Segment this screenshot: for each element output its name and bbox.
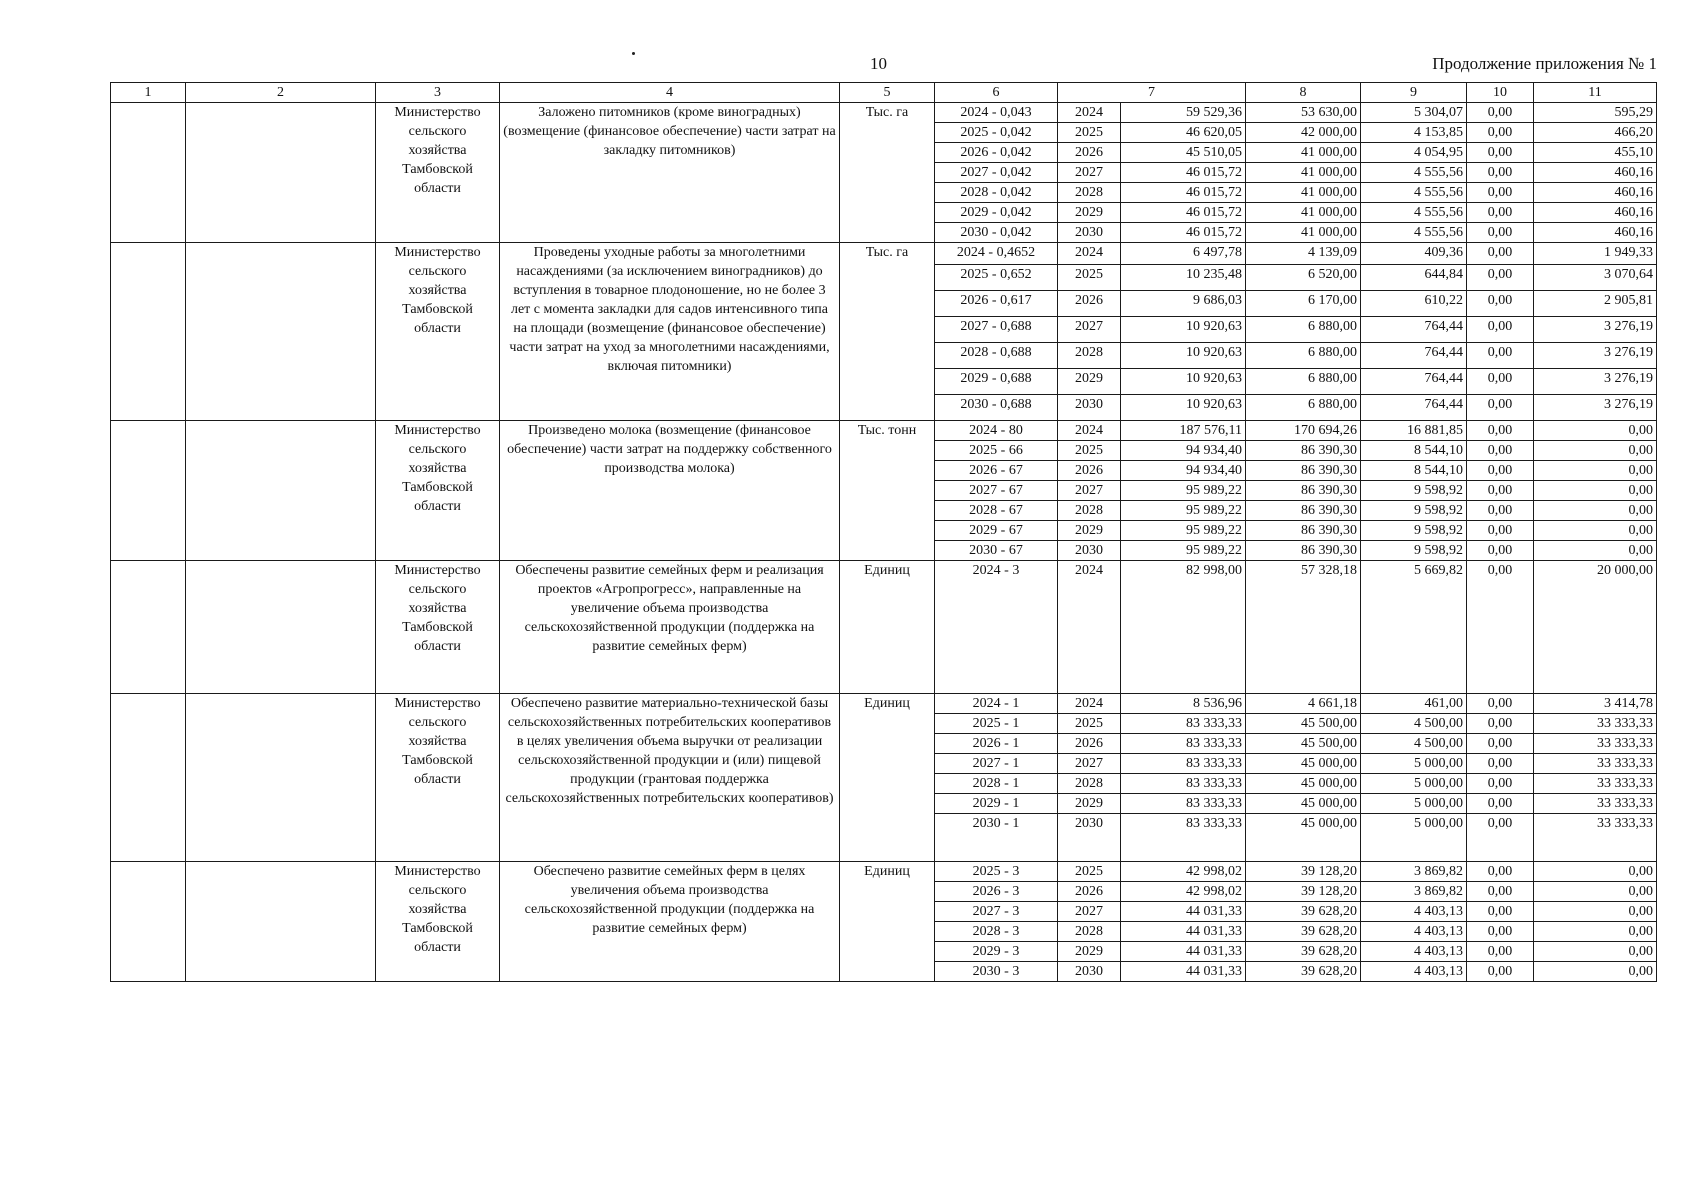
year-cell: 2028 bbox=[1058, 343, 1121, 369]
local-budget-cell: 0,00 bbox=[1467, 317, 1534, 343]
regional-budget-cell: 5 000,00 bbox=[1361, 794, 1467, 814]
responsible-org-cell: Министерство сельского хозяйства Тамбовской области bbox=[376, 694, 500, 862]
total-cell: 10 920,63 bbox=[1121, 395, 1246, 421]
result-description-cell: Заложено питомников (кроме виноградных) (возмещение (финансовое обеспечение) части затрат на закладку питомников) bbox=[500, 103, 840, 243]
target-value-cell: 2028 - 1 bbox=[935, 774, 1058, 794]
column-number-cell: 8 bbox=[1246, 83, 1361, 103]
target-value-cell: 2024 - 80 bbox=[935, 421, 1058, 441]
col1-blank-cell bbox=[111, 862, 186, 982]
extrabudgetary-cell: 0,00 bbox=[1534, 441, 1657, 461]
regional-budget-cell: 610,22 bbox=[1361, 291, 1467, 317]
total-cell: 42 998,02 bbox=[1121, 882, 1246, 902]
local-budget-cell: 0,00 bbox=[1467, 962, 1534, 982]
regional-budget-cell: 4 054,95 bbox=[1361, 143, 1467, 163]
local-budget-cell: 0,00 bbox=[1467, 441, 1534, 461]
extrabudgetary-cell: 0,00 bbox=[1534, 421, 1657, 441]
column-number-cell: 5 bbox=[840, 83, 935, 103]
col1-blank-cell bbox=[111, 103, 186, 243]
federal-budget-cell: 41 000,00 bbox=[1246, 143, 1361, 163]
extrabudgetary-cell: 33 333,33 bbox=[1534, 814, 1657, 862]
regional-budget-cell: 4 555,56 bbox=[1361, 203, 1467, 223]
total-cell: 187 576,11 bbox=[1121, 421, 1246, 441]
year-cell: 2026 bbox=[1058, 143, 1121, 163]
local-budget-cell: 0,00 bbox=[1467, 734, 1534, 754]
year-cell: 2029 bbox=[1058, 942, 1121, 962]
total-cell: 44 031,33 bbox=[1121, 962, 1246, 982]
col2-blank-cell bbox=[186, 103, 376, 243]
total-cell: 42 998,02 bbox=[1121, 862, 1246, 882]
extrabudgetary-cell: 20 000,00 bbox=[1534, 561, 1657, 694]
program-table bbox=[110, 82, 1657, 982]
local-budget-cell: 0,00 bbox=[1467, 481, 1534, 501]
year-cell: 2028 bbox=[1058, 774, 1121, 794]
year-cell: 2030 bbox=[1058, 814, 1121, 862]
target-value-cell: 2027 - 1 bbox=[935, 754, 1058, 774]
year-cell: 2029 bbox=[1058, 203, 1121, 223]
year-cell: 2027 bbox=[1058, 902, 1121, 922]
federal-budget-cell: 86 390,30 bbox=[1246, 541, 1361, 561]
federal-budget-cell: 6 170,00 bbox=[1246, 291, 1361, 317]
target-value-cell: 2024 - 0,4652 bbox=[935, 243, 1058, 265]
local-budget-cell: 0,00 bbox=[1467, 343, 1534, 369]
regional-budget-cell: 764,44 bbox=[1361, 317, 1467, 343]
total-cell: 46 015,72 bbox=[1121, 163, 1246, 183]
regional-budget-cell: 8 544,10 bbox=[1361, 441, 1467, 461]
extrabudgetary-cell: 460,16 bbox=[1534, 203, 1657, 223]
regional-budget-cell: 16 881,85 bbox=[1361, 421, 1467, 441]
target-value-cell: 2029 - 0,042 bbox=[935, 203, 1058, 223]
federal-budget-cell: 39 628,20 bbox=[1246, 962, 1361, 982]
federal-budget-cell: 45 500,00 bbox=[1246, 734, 1361, 754]
federal-budget-cell: 4 139,09 bbox=[1246, 243, 1361, 265]
regional-budget-cell: 4 555,56 bbox=[1361, 163, 1467, 183]
local-budget-cell: 0,00 bbox=[1467, 794, 1534, 814]
col2-blank-cell bbox=[186, 561, 376, 694]
extrabudgetary-cell: 33 333,33 bbox=[1534, 774, 1657, 794]
local-budget-cell: 0,00 bbox=[1467, 902, 1534, 922]
year-cell: 2029 bbox=[1058, 521, 1121, 541]
total-cell: 82 998,00 bbox=[1121, 561, 1246, 694]
total-cell: 94 934,40 bbox=[1121, 441, 1246, 461]
year-cell: 2027 bbox=[1058, 317, 1121, 343]
local-budget-cell: 0,00 bbox=[1467, 143, 1534, 163]
local-budget-cell: 0,00 bbox=[1467, 774, 1534, 794]
table-row bbox=[111, 103, 1657, 123]
regional-budget-cell: 5 669,82 bbox=[1361, 561, 1467, 694]
year-cell: 2030 bbox=[1058, 395, 1121, 421]
total-cell: 95 989,22 bbox=[1121, 501, 1246, 521]
total-cell: 8 536,96 bbox=[1121, 694, 1246, 714]
year-cell: 2030 bbox=[1058, 541, 1121, 561]
extrabudgetary-cell: 33 333,33 bbox=[1534, 754, 1657, 774]
total-cell: 46 620,05 bbox=[1121, 123, 1246, 143]
extrabudgetary-cell: 466,20 bbox=[1534, 123, 1657, 143]
extrabudgetary-cell: 0,00 bbox=[1534, 962, 1657, 982]
total-cell: 95 989,22 bbox=[1121, 481, 1246, 501]
target-value-cell: 2028 - 67 bbox=[935, 501, 1058, 521]
federal-budget-cell: 6 520,00 bbox=[1246, 265, 1361, 291]
extrabudgetary-cell: 33 333,33 bbox=[1534, 734, 1657, 754]
unit-cell: Тыс. га bbox=[840, 103, 935, 243]
appendix-continuation-note: Продолжение приложения № 1 bbox=[1432, 54, 1657, 73]
total-cell: 44 031,33 bbox=[1121, 922, 1246, 942]
year-cell: 2025 bbox=[1058, 265, 1121, 291]
total-cell: 59 529,36 bbox=[1121, 103, 1246, 123]
regional-budget-cell: 9 598,92 bbox=[1361, 501, 1467, 521]
regional-budget-cell: 4 555,56 bbox=[1361, 223, 1467, 243]
extrabudgetary-cell: 455,10 bbox=[1534, 143, 1657, 163]
regional-budget-cell: 9 598,92 bbox=[1361, 521, 1467, 541]
year-cell: 2026 bbox=[1058, 461, 1121, 481]
extrabudgetary-cell: 460,16 bbox=[1534, 183, 1657, 203]
year-cell: 2024 bbox=[1058, 243, 1121, 265]
regional-budget-cell: 9 598,92 bbox=[1361, 481, 1467, 501]
total-cell: 46 015,72 bbox=[1121, 203, 1246, 223]
responsible-org-cell: Министерство сельского хозяйства Тамбовской области bbox=[376, 421, 500, 561]
local-budget-cell: 0,00 bbox=[1467, 862, 1534, 882]
table-row bbox=[111, 561, 1657, 694]
year-cell: 2030 bbox=[1058, 962, 1121, 982]
total-cell: 10 235,48 bbox=[1121, 265, 1246, 291]
regional-budget-cell: 3 869,82 bbox=[1361, 862, 1467, 882]
total-cell: 95 989,22 bbox=[1121, 541, 1246, 561]
target-value-cell: 2029 - 0,688 bbox=[935, 369, 1058, 395]
local-budget-cell: 0,00 bbox=[1467, 395, 1534, 421]
col2-blank-cell bbox=[186, 694, 376, 862]
total-cell: 83 333,33 bbox=[1121, 794, 1246, 814]
federal-budget-cell: 42 000,00 bbox=[1246, 123, 1361, 143]
total-cell: 83 333,33 bbox=[1121, 734, 1246, 754]
extrabudgetary-cell: 0,00 bbox=[1534, 922, 1657, 942]
result-description-cell: Обеспечены развитие семейных ферм и реализация проектов «Агропрогресс», направленные на увеличение объема производства сельскохозяйственной продукции (поддержка на развитие семейных ферм) bbox=[500, 561, 840, 694]
federal-budget-cell: 41 000,00 bbox=[1246, 163, 1361, 183]
federal-budget-cell: 4 661,18 bbox=[1246, 694, 1361, 714]
federal-budget-cell: 86 390,30 bbox=[1246, 461, 1361, 481]
regional-budget-cell: 4 403,13 bbox=[1361, 962, 1467, 982]
extrabudgetary-cell: 0,00 bbox=[1534, 461, 1657, 481]
extrabudgetary-cell: 0,00 bbox=[1534, 862, 1657, 882]
table-row bbox=[111, 243, 1657, 265]
local-budget-cell: 0,00 bbox=[1467, 714, 1534, 734]
target-value-cell: 2026 - 3 bbox=[935, 882, 1058, 902]
target-value-cell: 2026 - 0,042 bbox=[935, 143, 1058, 163]
page-number: 10 bbox=[870, 54, 887, 73]
local-budget-cell: 0,00 bbox=[1467, 694, 1534, 714]
extrabudgetary-cell: 3 070,64 bbox=[1534, 265, 1657, 291]
extrabudgetary-cell: 0,00 bbox=[1534, 942, 1657, 962]
year-cell: 2025 bbox=[1058, 441, 1121, 461]
unit-cell: Единиц bbox=[840, 561, 935, 694]
total-cell: 10 920,63 bbox=[1121, 369, 1246, 395]
federal-budget-cell: 41 000,00 bbox=[1246, 203, 1361, 223]
regional-budget-cell: 4 500,00 bbox=[1361, 714, 1467, 734]
federal-budget-cell: 39 128,20 bbox=[1246, 882, 1361, 902]
local-budget-cell: 0,00 bbox=[1467, 223, 1534, 243]
federal-budget-cell: 6 880,00 bbox=[1246, 395, 1361, 421]
year-cell: 2024 bbox=[1058, 421, 1121, 441]
col2-blank-cell bbox=[186, 421, 376, 561]
federal-budget-cell: 57 328,18 bbox=[1246, 561, 1361, 694]
extrabudgetary-cell: 0,00 bbox=[1534, 882, 1657, 902]
federal-budget-cell: 86 390,30 bbox=[1246, 441, 1361, 461]
federal-budget-cell: 86 390,30 bbox=[1246, 521, 1361, 541]
local-budget-cell: 0,00 bbox=[1467, 882, 1534, 902]
local-budget-cell: 0,00 bbox=[1467, 501, 1534, 521]
extrabudgetary-cell: 0,00 bbox=[1534, 541, 1657, 561]
year-cell: 2030 bbox=[1058, 223, 1121, 243]
regional-budget-cell: 4 153,85 bbox=[1361, 123, 1467, 143]
extrabudgetary-cell: 3 276,19 bbox=[1534, 395, 1657, 421]
col2-blank-cell bbox=[186, 862, 376, 982]
unit-cell: Единиц bbox=[840, 694, 935, 862]
extrabudgetary-cell: 3 414,78 bbox=[1534, 694, 1657, 714]
extrabudgetary-cell: 460,16 bbox=[1534, 223, 1657, 243]
federal-budget-cell: 45 000,00 bbox=[1246, 794, 1361, 814]
table-row bbox=[111, 421, 1657, 441]
total-cell: 83 333,33 bbox=[1121, 814, 1246, 862]
regional-budget-cell: 4 403,13 bbox=[1361, 902, 1467, 922]
local-budget-cell: 0,00 bbox=[1467, 541, 1534, 561]
extrabudgetary-cell: 0,00 bbox=[1534, 902, 1657, 922]
target-value-cell: 2025 - 66 bbox=[935, 441, 1058, 461]
extrabudgetary-cell: 1 949,33 bbox=[1534, 243, 1657, 265]
total-cell: 44 031,33 bbox=[1121, 942, 1246, 962]
total-cell: 83 333,33 bbox=[1121, 774, 1246, 794]
extrabudgetary-cell: 0,00 bbox=[1534, 501, 1657, 521]
year-cell: 2028 bbox=[1058, 183, 1121, 203]
total-cell: 10 920,63 bbox=[1121, 343, 1246, 369]
federal-budget-cell: 86 390,30 bbox=[1246, 481, 1361, 501]
local-budget-cell: 0,00 bbox=[1467, 163, 1534, 183]
local-budget-cell: 0,00 bbox=[1467, 265, 1534, 291]
local-budget-cell: 0,00 bbox=[1467, 369, 1534, 395]
result-description-cell: Произведено молока (возмещение (финансовое обеспечение) части затрат на поддержку собственного производства молока) bbox=[500, 421, 840, 561]
federal-budget-cell: 6 880,00 bbox=[1246, 369, 1361, 395]
total-cell: 94 934,40 bbox=[1121, 461, 1246, 481]
target-value-cell: 2027 - 0,042 bbox=[935, 163, 1058, 183]
federal-budget-cell: 6 880,00 bbox=[1246, 317, 1361, 343]
total-cell: 46 015,72 bbox=[1121, 183, 1246, 203]
column-number-cell: 1 bbox=[111, 83, 186, 103]
year-cell: 2026 bbox=[1058, 734, 1121, 754]
total-cell: 44 031,33 bbox=[1121, 902, 1246, 922]
total-cell: 83 333,33 bbox=[1121, 714, 1246, 734]
target-value-cell: 2026 - 1 bbox=[935, 734, 1058, 754]
target-value-cell: 2027 - 3 bbox=[935, 902, 1058, 922]
local-budget-cell: 0,00 bbox=[1467, 243, 1534, 265]
year-cell: 2027 bbox=[1058, 163, 1121, 183]
regional-budget-cell: 5 304,07 bbox=[1361, 103, 1467, 123]
column-number-cell: 10 bbox=[1467, 83, 1534, 103]
federal-budget-cell: 41 000,00 bbox=[1246, 183, 1361, 203]
target-value-cell: 2024 - 1 bbox=[935, 694, 1058, 714]
column-number-row bbox=[111, 83, 1657, 103]
local-budget-cell: 0,00 bbox=[1467, 922, 1534, 942]
local-budget-cell: 0,00 bbox=[1467, 183, 1534, 203]
year-cell: 2024 bbox=[1058, 103, 1121, 123]
federal-budget-cell: 86 390,30 bbox=[1246, 501, 1361, 521]
extrabudgetary-cell: 3 276,19 bbox=[1534, 343, 1657, 369]
unit-cell: Тыс. тонн bbox=[840, 421, 935, 561]
target-value-cell: 2028 - 3 bbox=[935, 922, 1058, 942]
federal-budget-cell: 45 000,00 bbox=[1246, 814, 1361, 862]
column-number-cell: 2 bbox=[186, 83, 376, 103]
local-budget-cell: 0,00 bbox=[1467, 103, 1534, 123]
regional-budget-cell: 4 403,13 bbox=[1361, 942, 1467, 962]
regional-budget-cell: 3 869,82 bbox=[1361, 882, 1467, 902]
responsible-org-cell: Министерство сельского хозяйства Тамбовской области bbox=[376, 561, 500, 694]
total-cell: 46 015,72 bbox=[1121, 223, 1246, 243]
result-description-cell: Обеспечено развитие материально-технической базы сельскохозяйственных потребительских кооперативов в целях увеличения объема выручки от реализации сельскохозяйственной продукции и (или) пищевой продукции (грантовая поддержка сельскохозяйственных потребительских кооперативов) bbox=[500, 694, 840, 862]
table-row bbox=[111, 862, 1657, 882]
result-description-cell: Проведены уходные работы за многолетними насаждениями (за исключением виноградников) до вступления в товарное плодоношение, но не более 3 лет с момента закладки для садов интенсивного типа на площади (возмещение (финансовое обеспечение) части затрат на уход за многолетними насаждениями, включая питомники) bbox=[500, 243, 840, 421]
scan-speck bbox=[632, 52, 635, 55]
regional-budget-cell: 644,84 bbox=[1361, 265, 1467, 291]
target-value-cell: 2029 - 3 bbox=[935, 942, 1058, 962]
regional-budget-cell: 4 403,13 bbox=[1361, 922, 1467, 942]
year-cell: 2027 bbox=[1058, 481, 1121, 501]
responsible-org-cell: Министерство сельского хозяйства Тамбовской области bbox=[376, 243, 500, 421]
table-row bbox=[111, 694, 1657, 714]
regional-budget-cell: 9 598,92 bbox=[1361, 541, 1467, 561]
local-budget-cell: 0,00 bbox=[1467, 123, 1534, 143]
local-budget-cell: 0,00 bbox=[1467, 291, 1534, 317]
year-cell: 2026 bbox=[1058, 882, 1121, 902]
unit-cell: Единиц bbox=[840, 862, 935, 982]
regional-budget-cell: 461,00 bbox=[1361, 694, 1467, 714]
target-value-cell: 2029 - 1 bbox=[935, 794, 1058, 814]
local-budget-cell: 0,00 bbox=[1467, 421, 1534, 441]
total-cell: 6 497,78 bbox=[1121, 243, 1246, 265]
column-number-cell: 11 bbox=[1534, 83, 1657, 103]
federal-budget-cell: 53 630,00 bbox=[1246, 103, 1361, 123]
target-value-cell: 2030 - 67 bbox=[935, 541, 1058, 561]
extrabudgetary-cell: 3 276,19 bbox=[1534, 317, 1657, 343]
responsible-org-cell: Министерство сельского хозяйства Тамбовской области bbox=[376, 862, 500, 982]
year-cell: 2028 bbox=[1058, 922, 1121, 942]
year-cell: 2024 bbox=[1058, 561, 1121, 694]
federal-budget-cell: 39 628,20 bbox=[1246, 942, 1361, 962]
federal-budget-cell: 39 128,20 bbox=[1246, 862, 1361, 882]
col1-blank-cell bbox=[111, 421, 186, 561]
total-cell: 9 686,03 bbox=[1121, 291, 1246, 317]
year-cell: 2026 bbox=[1058, 291, 1121, 317]
target-value-cell: 2026 - 0,617 bbox=[935, 291, 1058, 317]
target-value-cell: 2024 - 0,043 bbox=[935, 103, 1058, 123]
target-value-cell: 2028 - 0,688 bbox=[935, 343, 1058, 369]
federal-budget-cell: 39 628,20 bbox=[1246, 922, 1361, 942]
year-cell: 2029 bbox=[1058, 369, 1121, 395]
regional-budget-cell: 4 500,00 bbox=[1361, 734, 1467, 754]
target-value-cell: 2030 - 0,688 bbox=[935, 395, 1058, 421]
regional-budget-cell: 764,44 bbox=[1361, 343, 1467, 369]
federal-budget-cell: 41 000,00 bbox=[1246, 223, 1361, 243]
target-value-cell: 2030 - 3 bbox=[935, 962, 1058, 982]
regional-budget-cell: 5 000,00 bbox=[1361, 814, 1467, 862]
year-cell: 2024 bbox=[1058, 694, 1121, 714]
federal-budget-cell: 6 880,00 bbox=[1246, 343, 1361, 369]
local-budget-cell: 0,00 bbox=[1467, 814, 1534, 862]
extrabudgetary-cell: 33 333,33 bbox=[1534, 714, 1657, 734]
extrabudgetary-cell: 0,00 bbox=[1534, 481, 1657, 501]
year-cell: 2025 bbox=[1058, 862, 1121, 882]
federal-budget-cell: 45 500,00 bbox=[1246, 714, 1361, 734]
year-cell: 2025 bbox=[1058, 714, 1121, 734]
extrabudgetary-cell: 595,29 bbox=[1534, 103, 1657, 123]
target-value-cell: 2028 - 0,042 bbox=[935, 183, 1058, 203]
col1-blank-cell bbox=[111, 694, 186, 862]
federal-budget-cell: 39 628,20 bbox=[1246, 902, 1361, 922]
local-budget-cell: 0,00 bbox=[1467, 754, 1534, 774]
local-budget-cell: 0,00 bbox=[1467, 203, 1534, 223]
regional-budget-cell: 5 000,00 bbox=[1361, 754, 1467, 774]
column-number-cell: 4 bbox=[500, 83, 840, 103]
target-value-cell: 2025 - 0,042 bbox=[935, 123, 1058, 143]
result-description-cell: Обеспечено развитие семейных ферм в целях увеличения объема производства сельскохозяйственной продукции (поддержка на развитие семейных ферм) bbox=[500, 862, 840, 982]
local-budget-cell: 0,00 bbox=[1467, 942, 1534, 962]
target-value-cell: 2030 - 1 bbox=[935, 814, 1058, 862]
responsible-org-cell: Министерство сельского хозяйства Тамбовской области bbox=[376, 103, 500, 243]
regional-budget-cell: 8 544,10 bbox=[1361, 461, 1467, 481]
federal-budget-cell: 45 000,00 bbox=[1246, 774, 1361, 794]
target-value-cell: 2026 - 67 bbox=[935, 461, 1058, 481]
local-budget-cell: 0,00 bbox=[1467, 521, 1534, 541]
extrabudgetary-cell: 3 276,19 bbox=[1534, 369, 1657, 395]
unit-cell: Тыс. га bbox=[840, 243, 935, 421]
target-value-cell: 2025 - 1 bbox=[935, 714, 1058, 734]
federal-budget-cell: 45 000,00 bbox=[1246, 754, 1361, 774]
target-value-cell: 2025 - 0,652 bbox=[935, 265, 1058, 291]
col1-blank-cell bbox=[111, 243, 186, 421]
target-value-cell: 2027 - 67 bbox=[935, 481, 1058, 501]
col2-blank-cell bbox=[186, 243, 376, 421]
col1-blank-cell bbox=[111, 561, 186, 694]
extrabudgetary-cell: 460,16 bbox=[1534, 163, 1657, 183]
column-number-cell: 9 bbox=[1361, 83, 1467, 103]
extrabudgetary-cell: 33 333,33 bbox=[1534, 794, 1657, 814]
column-number-cell: 6 bbox=[935, 83, 1058, 103]
total-cell: 95 989,22 bbox=[1121, 521, 1246, 541]
target-value-cell: 2027 - 0,688 bbox=[935, 317, 1058, 343]
total-cell: 83 333,33 bbox=[1121, 754, 1246, 774]
regional-budget-cell: 409,36 bbox=[1361, 243, 1467, 265]
target-value-cell: 2030 - 0,042 bbox=[935, 223, 1058, 243]
target-value-cell: 2029 - 67 bbox=[935, 521, 1058, 541]
column-number-cell: 7 bbox=[1058, 83, 1246, 103]
regional-budget-cell: 4 555,56 bbox=[1361, 183, 1467, 203]
target-value-cell: 2025 - 3 bbox=[935, 862, 1058, 882]
year-cell: 2027 bbox=[1058, 754, 1121, 774]
total-cell: 10 920,63 bbox=[1121, 317, 1246, 343]
regional-budget-cell: 764,44 bbox=[1361, 395, 1467, 421]
column-number-cell: 3 bbox=[376, 83, 500, 103]
local-budget-cell: 0,00 bbox=[1467, 461, 1534, 481]
year-cell: 2028 bbox=[1058, 501, 1121, 521]
extrabudgetary-cell: 2 905,81 bbox=[1534, 291, 1657, 317]
regional-budget-cell: 5 000,00 bbox=[1361, 774, 1467, 794]
federal-budget-cell: 170 694,26 bbox=[1246, 421, 1361, 441]
year-cell: 2029 bbox=[1058, 794, 1121, 814]
local-budget-cell: 0,00 bbox=[1467, 561, 1534, 694]
total-cell: 45 510,05 bbox=[1121, 143, 1246, 163]
regional-budget-cell: 764,44 bbox=[1361, 369, 1467, 395]
year-cell: 2025 bbox=[1058, 123, 1121, 143]
target-value-cell: 2024 - 3 bbox=[935, 561, 1058, 694]
extrabudgetary-cell: 0,00 bbox=[1534, 521, 1657, 541]
